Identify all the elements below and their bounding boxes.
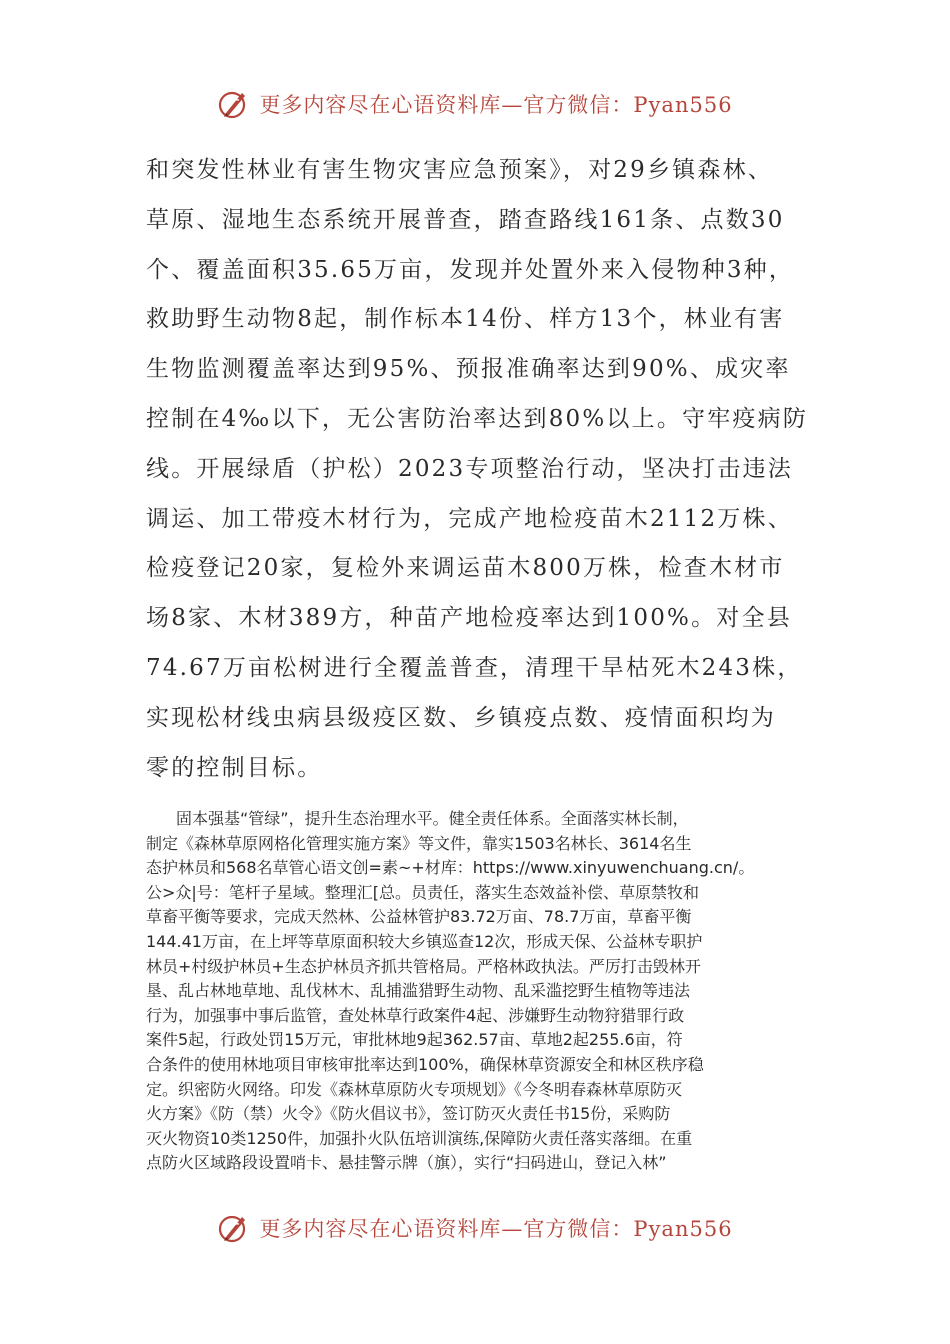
body-line: 调运、加工带疫木材行为，完成产地检疫苗木2112万株、 [146,505,793,532]
small-line: 态护林员和568名草管心语文创=素~+材库：https://www.xinyuwenchuang.cn/。 [146,858,755,878]
small-line: 定。织密防火网络。印发《森林草原防火专项规划》《今冬明春森林草原防灭 [146,1079,683,1099]
small-line: 固本强基“管绿”，提升生态治理水平。健全责任体系。全面落实林长制， [176,809,689,828]
small-line: 草畜平衡等要求，完成天然林、公益林管护83.72万亩、78.7万亩，草畜平衡 [146,907,692,927]
footer-banner [0,1208,950,1248]
body-line: 草原、湿地生态系统开展普查，踏查路线161条、点数30 [146,206,785,233]
body-line: 线。开展绿盾（护松）2023专项整治行动，坚决打击违法 [146,455,793,482]
body-line: 零的控制目标。 [146,754,323,781]
small-line: 144.41万亩，在上坪等草原面积较大乡镇巡查12次，形成天保、公益林专职护 [146,931,703,951]
small-line: 行为，加强事中事后监管，查处林草行政案件4起、涉嫌野生动物狩猎罪行政 [146,1005,685,1025]
small-line: 公>众|号：笔杆子星域。整理汇[总。员责任，落实生态效益补偿、草原禁牧和 [146,882,700,902]
body-line: 和突发性林业有害生物灾害应急预案》，对29乡镇森林、 [146,157,773,183]
body-line: 场8家、木材389方，种苗产地检疫率达到100%。对全县 [146,605,792,632]
body-line: 生物监测覆盖率达到95%、预报准确率达到90%、成灾率 [146,356,791,383]
body-line: 检疫登记20家，复检外来调运苗木800万株，检查木材市 [146,555,785,582]
pen-logo-icon [217,87,251,121]
body-paragraph [146,146,810,793]
small-line: 点防火区域路段设置哨卡、悬挂警示牌（旗），实行“扫码进山，登记入林” [146,1153,667,1173]
body-line: 实现松材线虫病县级疫区数、乡镇疫点数、疫情面积均为 [146,704,776,731]
footer-banner-text: 更多内容尽在心语资料库—官方微信：Pyan556 [259,1217,733,1241]
body-line: 个、覆盖面积35.65万亩，发现并处置外来入侵物种3种， [146,256,795,283]
body-line: 救助野生动物8起，制作标本14份、样方13个，林业有害 [146,306,785,333]
pen-logo-icon [217,1211,251,1245]
small-paragraph [146,807,812,1176]
body-line: 74.67万亩松树进行全覆盖普查，清理干旱枯死木243株， [146,654,803,681]
small-line: 火方案》《防（禁）火令》《防火倡议书》，签订防灭火责任书15份，采购防 [146,1104,671,1124]
small-line: 合条件的使用林地项目审核审批率达到100%，确保林草资源安全和林区秩序稳 [146,1054,704,1074]
small-line: 林员+村级护林员+生态护林员齐抓共管格局。严格林政执法。严厉打击毁林开 [146,956,701,976]
small-line: 垦、乱占林地草地、乱伐林木、乱捕滥猎野生动物、乱采滥挖野生植物等违法 [146,981,691,1001]
header-banner-text: 更多内容尽在心语资料库—官方微信：Pyan556 [259,93,733,117]
small-line: 灭火物资10类1250件，加强扑火队伍培训演练,保障防火责任落实落细。在重 [146,1128,693,1148]
small-line: 制定《森林草原网格化管理实施方案》等文件，靠实1503名林长、3614名生 [146,833,692,853]
body-line: 控制在4‰以下，无公害防治率达到80%以上。守牢疫病防 [146,405,809,432]
small-line: 案件5起，行政处罚15万元，审批林地9起362.57亩、草地2起255.6亩，符 [146,1030,683,1050]
header-banner [0,84,950,124]
